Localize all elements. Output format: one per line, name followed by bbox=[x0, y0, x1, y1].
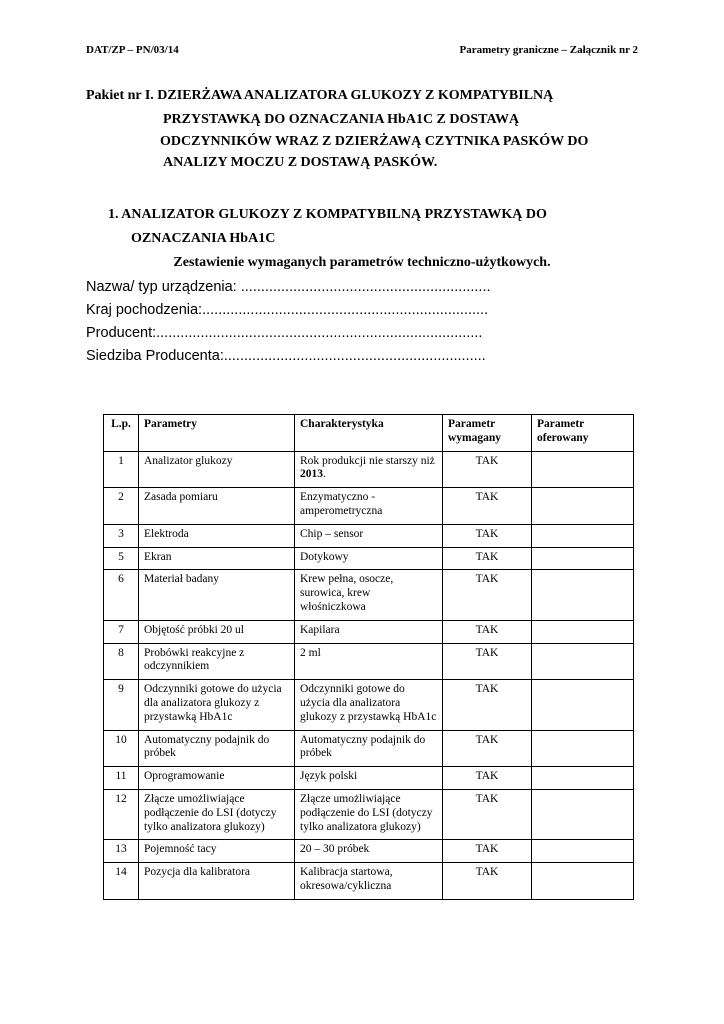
cell-lp: 13 bbox=[104, 840, 139, 863]
characteristic-text: Rok produkcji nie starszy niż bbox=[300, 454, 435, 467]
section-title-line-2: OZNACZANIA HbA1C bbox=[131, 231, 276, 246]
cell-characteristic: Złącze umożliwiające podłączenie do LSI (dotyczy tylko analizatora glukozy) bbox=[295, 789, 443, 839]
table-row bbox=[104, 730, 634, 767]
field-country-of-origin: Kraj pochodzenia:....................................................................... bbox=[86, 302, 489, 318]
cell-parameter: Pojemność tacy bbox=[139, 840, 295, 863]
section-subtitle: Zestawienie wymaganych parametrów techniczno-użytkowych. bbox=[173, 255, 551, 270]
table-row bbox=[104, 863, 634, 900]
cell-characteristic: Enzymatyczno - amperometryczna bbox=[295, 488, 443, 525]
cell-lp: 12 bbox=[104, 789, 139, 839]
cell-lp: 1 bbox=[104, 451, 139, 488]
cell-required: TAK bbox=[443, 547, 532, 570]
cell-required: TAK bbox=[443, 524, 532, 547]
cell-lp: 2 bbox=[104, 488, 139, 525]
table-header-row bbox=[104, 415, 634, 452]
cell-offered[interactable] bbox=[532, 863, 634, 900]
table-row bbox=[104, 570, 634, 620]
cell-required: TAK bbox=[443, 643, 532, 680]
cell-required: TAK bbox=[443, 451, 532, 488]
field-producer: Producent:................................................................................. bbox=[86, 325, 483, 341]
cell-parameter: Oprogramowanie bbox=[139, 767, 295, 790]
cell-parameter: Elektroda bbox=[139, 524, 295, 547]
cell-lp: 6 bbox=[104, 570, 139, 620]
cell-required: TAK bbox=[443, 680, 532, 730]
header-parameters: Parametry bbox=[139, 415, 295, 452]
cell-required: TAK bbox=[443, 570, 532, 620]
cell-parameter: Probówki reakcyjne z odczynnikiem bbox=[139, 643, 295, 680]
table-row bbox=[104, 620, 634, 643]
package-title-line-2: PRZYSTAWKĄ DO OZNACZANIA HbA1C Z DOSTAWĄ bbox=[163, 112, 520, 127]
cell-parameter: Automatyczny podajnik do próbek bbox=[139, 730, 295, 767]
package-title-line-1: Pakiet nr I. DZIERŻAWA ANALIZATORA GLUKOZY Z KOMPATYBILNĄ bbox=[86, 88, 554, 103]
section-title-line-1: 1. ANALIZATOR GLUKOZY Z KOMPATYBILNĄ PRZYSTAWKĄ DO bbox=[108, 207, 547, 222]
field-device-name-type: Nazwa/ typ urządzenia: .............................................................. bbox=[86, 279, 491, 295]
table-row bbox=[104, 767, 634, 790]
cell-offered[interactable] bbox=[532, 680, 634, 730]
table-row bbox=[104, 451, 634, 488]
field-producer-seat: Siedziba Producenta:................................................................. bbox=[86, 348, 486, 364]
package-title-line-4: ANALIZY MOCZU Z DOSTAWĄ PASKÓW. bbox=[163, 155, 438, 170]
header-annex-title: Parametry graniczne – Załącznik nr 2 bbox=[459, 44, 638, 56]
cell-offered[interactable] bbox=[532, 451, 634, 488]
cell-lp: 5 bbox=[104, 547, 139, 570]
cell-characteristic: Krew pełna, osocze, surowica, krew włośniczkowa bbox=[295, 570, 443, 620]
table-row bbox=[104, 643, 634, 680]
cell-lp: 10 bbox=[104, 730, 139, 767]
cell-parameter: Złącze umożliwiające podłączenie do LSI (dotyczy tylko analizatora glukozy) bbox=[139, 789, 295, 839]
table-row bbox=[104, 840, 634, 863]
table-row bbox=[104, 680, 634, 730]
cell-lp: 8 bbox=[104, 643, 139, 680]
cell-required: TAK bbox=[443, 730, 532, 767]
table-row bbox=[104, 547, 634, 570]
cell-offered[interactable] bbox=[532, 488, 634, 525]
cell-offered[interactable] bbox=[532, 730, 634, 767]
characteristic-suffix: . bbox=[323, 468, 326, 481]
header-document-code: DAT/ZP – PN/03/14 bbox=[86, 44, 179, 56]
cell-lp: 3 bbox=[104, 524, 139, 547]
cell-offered[interactable] bbox=[532, 840, 634, 863]
cell-lp: 11 bbox=[104, 767, 139, 790]
package-title-line-3: ODCZYNNIKÓW WRAZ Z DZIERŻAWĄ CZYTNIKA PASKÓW DO bbox=[160, 134, 589, 149]
cell-parameter: Ekran bbox=[139, 547, 295, 570]
cell-parameter: Zasada pomiaru bbox=[139, 488, 295, 525]
characteristic-year: 2013 bbox=[300, 468, 323, 481]
header-characteristics: Charakterystyka bbox=[295, 415, 443, 452]
table-row bbox=[104, 789, 634, 839]
cell-required: TAK bbox=[443, 863, 532, 900]
cell-required: TAK bbox=[443, 488, 532, 525]
cell-characteristic: Kalibracja startowa, okresowa/cykliczna bbox=[295, 863, 443, 900]
cell-required: TAK bbox=[443, 620, 532, 643]
cell-lp: 9 bbox=[104, 680, 139, 730]
cell-required: TAK bbox=[443, 789, 532, 839]
cell-required: TAK bbox=[443, 840, 532, 863]
cell-offered[interactable] bbox=[532, 524, 634, 547]
cell-parameter: Pozycja dla kalibratora bbox=[139, 863, 295, 900]
cell-lp: 14 bbox=[104, 863, 139, 900]
cell-characteristic bbox=[295, 451, 443, 488]
table-row bbox=[104, 488, 634, 525]
cell-required: TAK bbox=[443, 767, 532, 790]
cell-offered[interactable] bbox=[532, 620, 634, 643]
cell-offered[interactable] bbox=[532, 643, 634, 680]
header-required-parameter: Parametr wymagany bbox=[443, 415, 532, 452]
cell-characteristic: 20 – 30 próbek bbox=[295, 840, 443, 863]
cell-offered[interactable] bbox=[532, 547, 634, 570]
cell-offered[interactable] bbox=[532, 570, 634, 620]
cell-parameter: Analizator glukozy bbox=[139, 451, 295, 488]
cell-offered[interactable] bbox=[532, 767, 634, 790]
cell-parameter: Materiał badany bbox=[139, 570, 295, 620]
header-offered-parameter: Parametr oferowany bbox=[532, 415, 634, 452]
cell-parameter: Odczynniki gotowe do użycia dla analizatora glukozy z przystawką HbA1c bbox=[139, 680, 295, 730]
cell-offered[interactable] bbox=[532, 789, 634, 839]
cell-characteristic: Automatyczny podajnik do próbek bbox=[295, 730, 443, 767]
header-lp: L.p. bbox=[104, 415, 139, 452]
cell-characteristic: Język polski bbox=[295, 767, 443, 790]
cell-characteristic: Chip – sensor bbox=[295, 524, 443, 547]
cell-characteristic: Kapilara bbox=[295, 620, 443, 643]
cell-characteristic: 2 ml bbox=[295, 643, 443, 680]
cell-characteristic: Odczynniki gotowe do użycia dla analizatora glukozy z przystawką HbA1c bbox=[295, 680, 443, 730]
cell-characteristic: Dotykowy bbox=[295, 547, 443, 570]
cell-lp: 7 bbox=[104, 620, 139, 643]
table-row bbox=[104, 524, 634, 547]
parameters-table bbox=[103, 414, 634, 900]
cell-parameter: Objętość próbki 20 ul bbox=[139, 620, 295, 643]
